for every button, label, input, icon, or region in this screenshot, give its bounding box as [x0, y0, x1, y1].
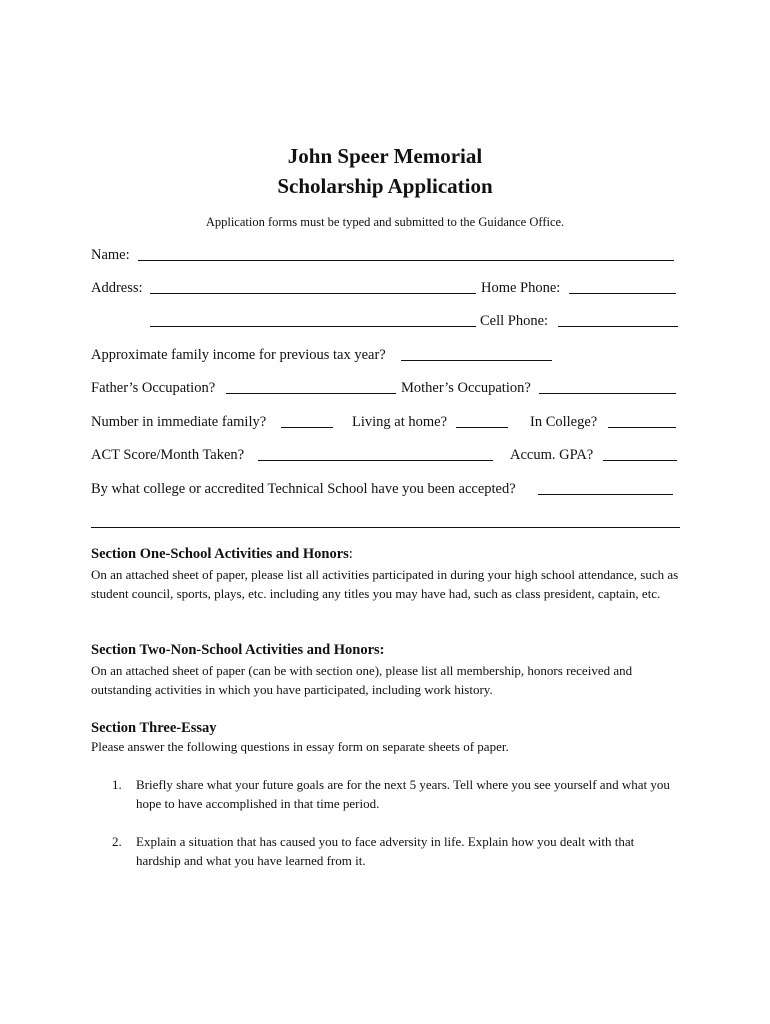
fathers-occupation-label: Father’s Occupation? [91, 380, 216, 396]
address-field-line2[interactable] [150, 326, 476, 327]
college-accepted-field-line2[interactable] [91, 527, 680, 528]
family-income-label: Approximate family income for previous tax year? [91, 347, 386, 363]
section-two-heading: Section Two-Non-School Activities and Honors: [91, 642, 385, 658]
fathers-occupation-field[interactable] [226, 393, 396, 394]
act-score-label: ACT Score/Month Taken? [91, 447, 245, 463]
cell-phone-row [91, 310, 681, 332]
mothers-occupation-label: Mother’s Occupation? [401, 380, 531, 396]
form-title-line1: John Speer Memorial [287, 144, 483, 168]
essay-question-text: Briefly share what your future goals are for the next 5 years. Tell where you see yourself and what you hope to have accomplished in that time period. [136, 777, 670, 811]
name-label: Name: [91, 247, 130, 263]
accum-gpa-label: Accum. GPA? [510, 447, 594, 463]
living-at-home-label: Living at home? [352, 414, 448, 430]
in-college-field[interactable] [608, 427, 676, 428]
college-accepted-label: By what college or accredited Technical School have you been accepted? [91, 481, 516, 497]
address-label: Address: [91, 280, 143, 296]
college-accepted-row [91, 478, 681, 500]
name-field[interactable] [138, 260, 674, 261]
college-accepted-field[interactable] [538, 494, 673, 495]
home-phone-field[interactable] [569, 293, 676, 294]
cell-phone-field[interactable] [558, 326, 678, 327]
family-row [91, 411, 681, 433]
essay-question-number: 1. [112, 777, 122, 792]
accum-gpa-field[interactable] [603, 460, 677, 461]
act-score-field[interactable] [258, 460, 493, 461]
section-two-body: On an attached sheet of paper (can be with section one), please list all membership, honors received and outstanding activities in which you have participated, including work history. [91, 663, 633, 697]
immediate-family-field[interactable] [281, 427, 333, 428]
section-three-body: Please answer the following questions in essay form on separate sheets of paper. [91, 739, 509, 754]
immediate-family-label: Number in immediate family? [91, 414, 267, 430]
form-subtitle: Application forms must be typed and submitted to the Guidance Office. [205, 215, 565, 229]
family-income-row [91, 344, 681, 366]
form-title-line2: Scholarship Application [277, 174, 493, 198]
essay-question-text: Explain a situation that has caused you to face adversity in life. Explain how you dealt with that hardship and what you have learned from it. [136, 834, 635, 868]
section-one-body: On an attached sheet of paper, please list all activities participated in during your high school attendance, such as student council, sports, plays, etc. including any titles you may have had, such as class president, captain, etc. [91, 567, 679, 601]
home-phone-label: Home Phone: [481, 280, 561, 296]
section-one-heading [91, 544, 353, 564]
address-field-line1[interactable] [150, 293, 476, 294]
family-income-field[interactable] [401, 360, 552, 361]
section-one-heading-text: Section One-School Activities and Honors [91, 546, 349, 562]
occupation-row [91, 377, 681, 399]
mothers-occupation-field[interactable] [539, 393, 676, 394]
name-row [91, 244, 681, 266]
section-three-heading: Section Three-Essay [91, 720, 217, 736]
act-gpa-row [91, 444, 681, 466]
in-college-label: In College? [530, 414, 598, 430]
address-row [91, 277, 681, 299]
section-one-heading-colon: : [348, 546, 353, 562]
essay-question-number: 2. [112, 834, 122, 849]
cell-phone-label: Cell Phone: [480, 313, 549, 329]
living-at-home-field[interactable] [456, 427, 508, 428]
